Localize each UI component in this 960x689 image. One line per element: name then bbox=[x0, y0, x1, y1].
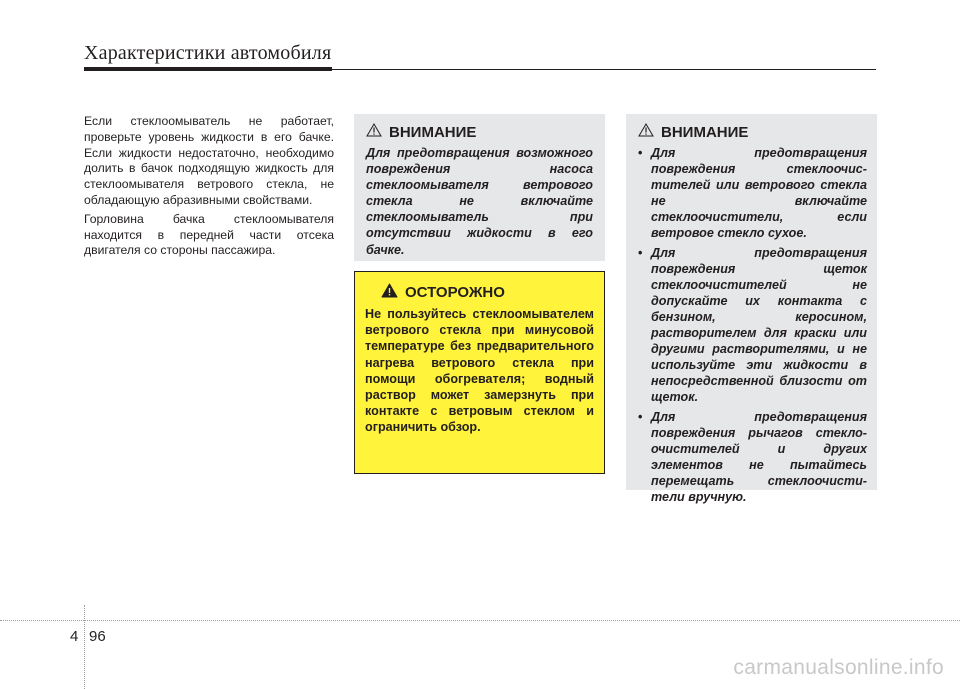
warning-box-header bbox=[638, 123, 867, 141]
chapter-number: 4 bbox=[70, 628, 79, 645]
list-item bbox=[636, 145, 867, 242]
warning-list bbox=[636, 145, 867, 505]
warning-box-wipers bbox=[626, 114, 877, 504]
warning-triangle-filled-icon bbox=[381, 283, 398, 302]
list-item-text: Для предотвращения повреждения стеклоочис-тителей или ветрового стекла не включайте стеклоочистители, если ветровое стекло сухое. bbox=[651, 146, 867, 241]
warning-triangle-outline-icon bbox=[638, 123, 654, 141]
caution-box-header bbox=[381, 283, 594, 302]
warning-box-header bbox=[366, 123, 593, 141]
footer-divider bbox=[0, 620, 960, 621]
caution-box-title: ОСТОРОЖНО bbox=[405, 284, 505, 301]
warning-box-text: Для предотвращения возможного повреждения насоса стеклоомывателя ветрового стекла не включайте стеклоомыватель при отсутствии жидкости в его бачке. bbox=[366, 146, 593, 257]
warning-box-pump bbox=[354, 114, 605, 261]
warning-box-title: ВНИМАНИЕ bbox=[389, 123, 477, 141]
warning-box-title: ВНИМАНИЕ bbox=[661, 123, 749, 141]
list-item bbox=[636, 245, 867, 406]
page-header-title: Характеристики автомобиля bbox=[84, 42, 332, 64]
body-text-column bbox=[84, 114, 334, 262]
caution-box-text: Не пользуйтесь стеклоомывателем ветрового стекла при минусовой температуре без предварительного нагрева ветрового стекла при помощи обогревателя; водный раствор может замерзнуть при контакте с ветровым стеклом и ограничить обзор. bbox=[365, 307, 594, 435]
body-paragraph: Горловина бачка стеклоомывателя находится в передней части отсека двигателя со стороны пассажира. bbox=[84, 211, 334, 258]
bullet: • bbox=[638, 146, 643, 160]
list-item-text: Для предотвращения повреждения рычагов стекло-очистителей и других элементов не пытайтесь перемещать стеклоочисти-тели вручную. bbox=[651, 409, 867, 504]
footer-divider-vertical bbox=[84, 605, 85, 689]
page-number: 96 bbox=[89, 628, 106, 645]
bullet: • bbox=[638, 409, 643, 424]
header-rule-accent bbox=[84, 67, 332, 71]
body-paragraph: Если стеклоомыватель не работает, проверьте уровень жидкости в его бачке. Если жидкости недостаточно, необходимо долить в бачок подходящую жидкость для стеклоомывателя ветрового стекла, не обладающую абразивными свойствами. bbox=[84, 114, 334, 207]
warning-triangle-outline-icon bbox=[366, 123, 382, 141]
list-item-text: Для предотвращения повреждения щеток стеклоочистителей не допускайте их контакта с бензином, керосином, растворителем для краски или другими растворителями, и не используйте эти жидкости в непосредственной близости от щеток. bbox=[651, 245, 867, 405]
watermark: carmanualsonline.info bbox=[733, 656, 944, 679]
list-item bbox=[636, 409, 867, 506]
bullet: • bbox=[638, 245, 643, 260]
caution-box bbox=[354, 271, 605, 474]
